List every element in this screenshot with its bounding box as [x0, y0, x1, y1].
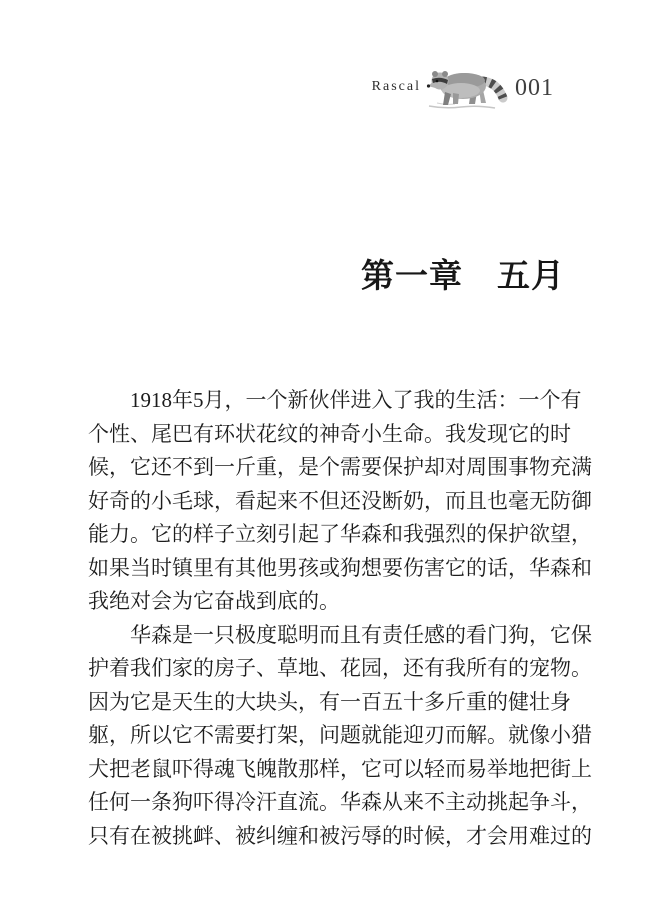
body-text-line: 1918年5月，一个新伙伴进入了我的生活：一个有 — [130, 388, 582, 412]
paragraph — [88, 384, 592, 619]
body-text-line: 因为它是天生的大块头，有一百五十多斤重的健壮身 — [88, 689, 571, 714]
body-text-line: 躯，所以它不需要打架，问题就能迎刃而解。就像小猎 — [88, 723, 592, 747]
body-text-line: 能力。它的样子立刻引起了华森和我强烈的保护欲望， — [88, 522, 592, 546]
raccoon-icon — [425, 66, 509, 110]
book-title: Rascal — [371, 79, 421, 94]
body-text-line: 好奇的小毛球，看起来不但还没断奶，而且也毫无防御 — [88, 488, 592, 513]
body-text-line: 候，它还不到一斤重，是个需要保护却对周围事物充满 — [88, 455, 592, 479]
body-text-line: 护着我们家的房子、草地、花园，还有我所有的宠物。 — [88, 656, 592, 680]
body-text-line: 我绝对会为它奋战到底的。 — [88, 589, 340, 613]
body-text-line: 只有在被挑衅、被纠缠和被污辱的时候，才会用难过的 — [88, 823, 592, 848]
running-header — [372, 66, 554, 110]
chapter-title: 第一章 五月 — [361, 259, 565, 295]
body-text-line: 个性、尾巴有环状花纹的神奇小生命。我发现它的时 — [88, 421, 571, 446]
page-number: 001 — [515, 74, 554, 101]
body-text-line: 如果当时镇里有其他男孩或狗想要伤害它的话，华森和 — [88, 555, 592, 580]
body-text-line: 犬把老鼠吓得魂飞魄散那样，它可以轻而易举地把街上 — [88, 756, 592, 781]
body-text-line: 任何一条狗吓得冷汗直流。华森从来不主动挑起争斗， — [88, 790, 592, 814]
paragraph — [88, 619, 592, 854]
body-text — [88, 384, 592, 853]
body-text-line: 华森是一只极度聪明而且有责任感的看门狗，它保 — [130, 622, 592, 647]
